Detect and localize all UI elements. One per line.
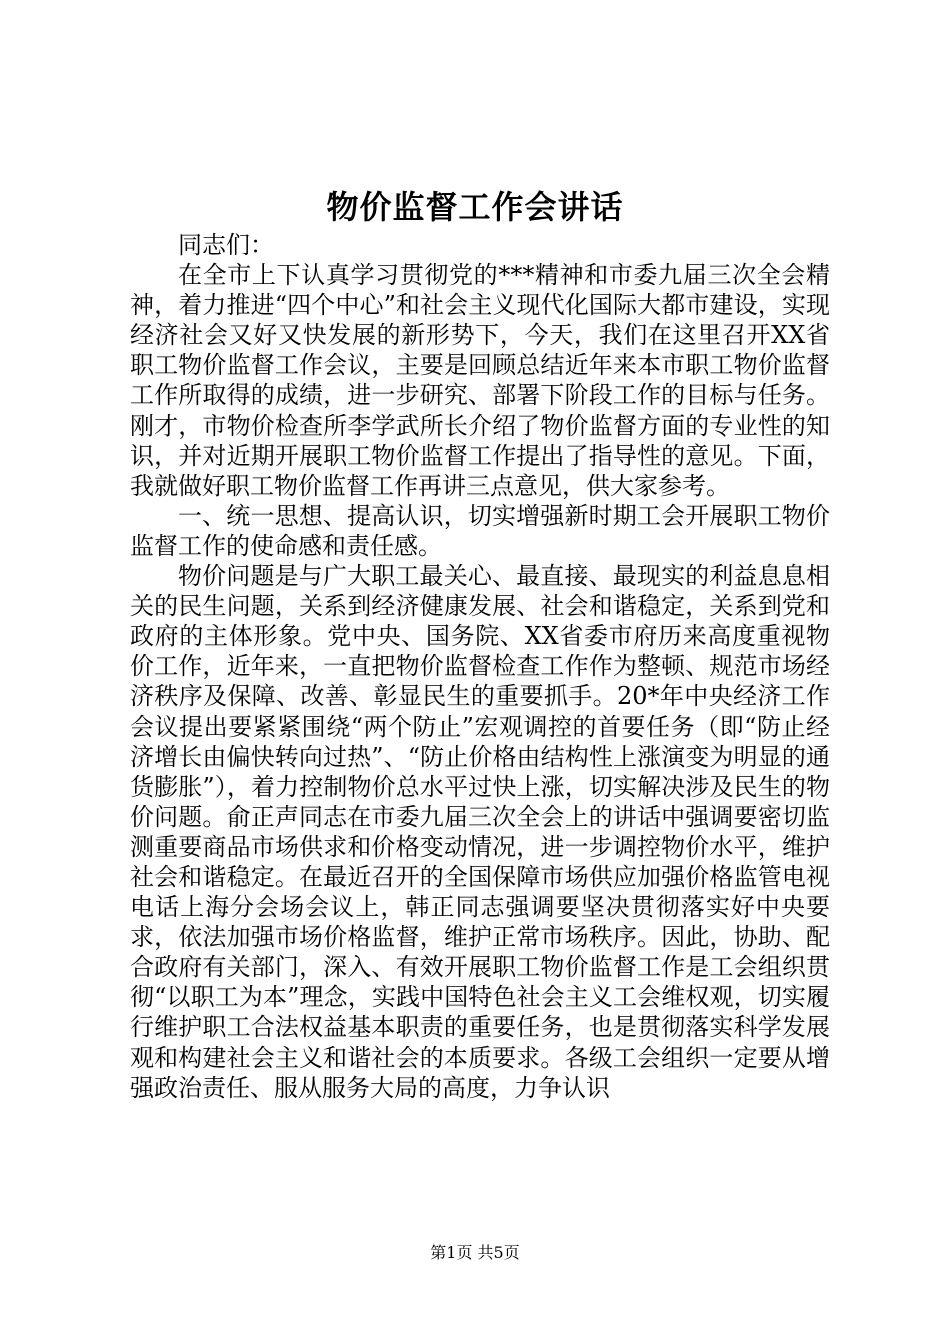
document-body [130,230,830,1103]
body-paragraph: 物价问题是与广大职工最关心、最直接、最现实的利益息息相关的民生问题，关系到经济健康发展、社会和谐稳定，关系到党和政府的主体形象。党中央、国务院、XX省委市府历来高度重视物价工作，近年来，一直把物价监督检查工作作为整顿、规范市场经济秩序及保障、改善、彰显民生的重要抓手。20*年中央经济工作会议提出要紧紧围绕“两个防止”宏观调控的首要任务（即“防止经济增长由偏快转向过热”、“防止价格由结构性上涨演变为明显的通货膨胀”），着力控制物价总水平过快上涨，切实解决涉及民生的物价问题。俞正声同志在市委九届三次全会上的讲话中强调要密切监测重要商品市场供求和价格变动情况，进一步调控物价水平，维护社会和谐稳定。在最近召开的全国保障市场供应加强价格监管电视电话上海分会场会议上，韩正同志强调要坚决贯彻落实好中央要求，依法加强市场价格监督，维护正常市场秩序。因此，协助、配合政府有关部门，深入、有效开展职工物价监督工作是工会组织贯彻“以职工为本”理念，实践中国特色社会主义工会维权观，切实履行维护职工合法权益基本职责的重要任务，也是贯彻落实科学发展观和构建社会主义和谐社会的本质要求。各级工会组织一定要从增强政治责任、服从服务大局的高度，力争认识 [130,562,830,1102]
salutation-paragraph: 同志们： [178,231,274,259]
intro-paragraph: 在全市上下认真学习贯彻党的***精神和市委九届三次全会精神，着力推进“四个中心”和社会主义现代化国际大都市建设，实现经济社会又好又快发展的新形势下，今天，我们在这里召开XX省职工物价监督工作会议，主要是回顾总结近年来本市职工物价监督工作所取得的成绩，进一步研究、部署下阶段工作的目标与任务。刚才，市物价检查所李学武所长介绍了物价监督方面的专业性的知识，并对近期开展职工物价监督工作提出了指导性的意见。下面，我就做好职工物价监督工作再讲三点意见，供大家参考。 [130,261,830,500]
page-number-footer: 第1页 共5页 [430,1243,520,1262]
section-heading-paragraph: 一、统一思想、提高认识，切实增强新时期工会开展职工物价监督工作的使命感和责任感。 [130,501,830,560]
document-title: 物价监督工作会讲话 [326,188,624,226]
